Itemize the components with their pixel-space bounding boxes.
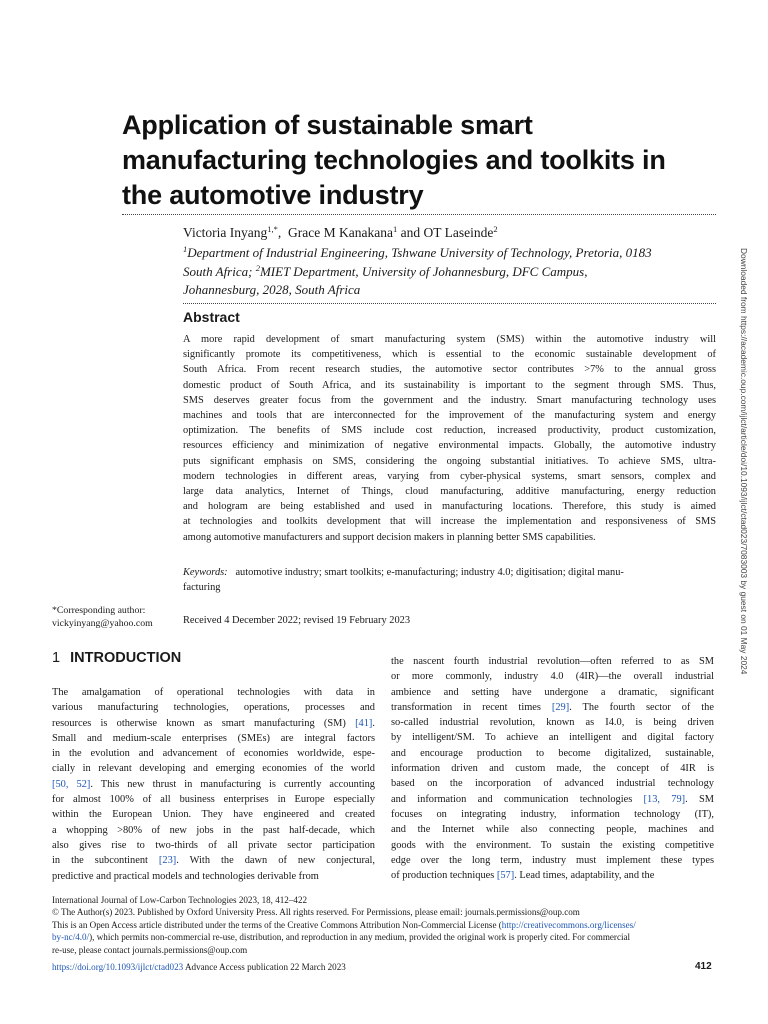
body-line — [391, 792, 714, 807]
page-number: 412 — [695, 961, 712, 972]
abstract-line: at technologies and toolkits development that will increase the implementation and responsiveness of SMS — [183, 516, 716, 528]
abstract-line: large data analytics, Internet of Things, cloud manufacturing, additive manufacturing, energy reduction — [183, 486, 716, 498]
corresponding-author — [52, 604, 153, 630]
publication-note: Advance Access publication 22 March 2023 — [183, 962, 346, 972]
author-affiliation-marker: 1 — [393, 224, 398, 234]
title-line: manufacturing technologies and toolkits in — [122, 145, 666, 175]
body-line — [391, 868, 714, 883]
body-text: and information and communication technologies — [391, 793, 644, 805]
keywords-line: facturing — [183, 582, 221, 594]
license-text: This is an Open Access article distributed under the terms of the Creative Commons Attribution Non-Commercial License ( — [52, 919, 502, 930]
body-text: . — [372, 717, 375, 729]
license-line — [52, 919, 716, 931]
section-heading — [52, 650, 181, 666]
license-link[interactable]: by-nc/4.0/ — [52, 932, 90, 943]
abstract-heading: Abstract — [183, 309, 240, 325]
journal-citation: International Journal of Low-Carbon Technologies 2023, 18, 412–422 — [52, 895, 308, 905]
corresponding-author-email: vickyinyang@yahoo.com — [52, 618, 153, 629]
body-line — [52, 716, 375, 731]
body-text: transformation in recent times — [391, 701, 552, 713]
license-link[interactable]: http://creativecommons.org/licenses/ — [501, 919, 636, 930]
author-affiliation-marker: 2 — [493, 224, 498, 234]
body-line: and encourage production to become digitalized, sustainable, — [391, 747, 714, 759]
section-title: INTRODUCTION — [70, 650, 182, 666]
citation-link[interactable]: [50, 52] — [52, 778, 91, 790]
abstract-line: A more rapid development of smart manufacturing system (SMS) within the automotive industry will — [183, 334, 716, 345]
license-line: re-use, please contact journals.permissions@oup.com — [52, 944, 248, 955]
abstract-divider — [183, 303, 716, 304]
title-line: the automotive industry — [122, 180, 424, 210]
body-text: . Lead times, adaptability, and the — [514, 870, 655, 882]
affiliation-text: South Africa; — [183, 263, 256, 279]
page-footer — [52, 894, 716, 956]
body-line — [391, 700, 714, 715]
body-line: Small and medium-scale enterprises (SMEs) are integral factors — [52, 732, 375, 744]
body-line: cially in relevant developing and emerging economies of the world — [52, 763, 375, 775]
author-list: Victoria Inyang$^{1,*}$, Grace M Kanakana$^1$ and OT Laseinde$^2$ — [183, 224, 498, 240]
abstract-line: modern technologies in different areas, varying from cyber-physical systems, smart sensors, complex and — [183, 470, 716, 482]
affiliation-text: Department of Industrial Engineering, Tshwane University of Technology, Pretoria, 0183 — [187, 245, 652, 260]
body-line: by intelligent/SM. To achieve an intelligent and digital factory — [391, 732, 714, 744]
body-line: for almost 100% of all business enterprises in Europe especially — [52, 794, 375, 806]
citation-link[interactable]: [23] — [158, 855, 177, 867]
body-text: of production techniques — [391, 870, 497, 882]
title-divider — [122, 214, 716, 215]
body-column-right — [391, 654, 714, 883]
body-line: based on the incorporation of advanced industrial technology — [391, 778, 714, 790]
body-column-left — [52, 685, 375, 884]
body-line: goods with the environment. To sustain the existing competitive — [391, 839, 714, 851]
body-line — [52, 853, 375, 868]
body-text: resources is otherwise known as smart manufacturing (SM) — [52, 717, 356, 729]
abstract-line: South Africa. From recent research studies, the automotive sector contributes >7% to the annual gross — [183, 364, 716, 376]
abstract-line: SMS deserves greater focus from the government and the industry. Smart manufacturing technology uses — [183, 394, 716, 406]
license-text: ), which permits non-commercial re-use, distribution, and reproduction in any medium, provided the original work is properly cited. For commercial — [89, 932, 631, 943]
affiliation-line — [183, 263, 713, 282]
body-line: so-called industrial revolution, known as I4.0, is being driven — [391, 717, 714, 729]
body-line: in the evolution and advancement of economies worldwide, espe- — [52, 748, 375, 760]
citation-link[interactable]: [57] — [496, 870, 515, 882]
citation-link[interactable]: [13, 79] — [643, 793, 686, 805]
received-dates: Received 4 December 2022; revised 19 February 2023 — [183, 615, 411, 626]
body-text: . This new thrust in manufacturing is currently accounting — [90, 778, 375, 790]
abstract-line: and hologram are being established and used in manufacturing locations. Therefore, this study is aimed — [183, 501, 716, 513]
body-text: in the subcontinent — [52, 855, 159, 867]
body-line: focuses on integrating industry, information technology (IT), — [391, 808, 714, 820]
author-affiliation-marker: 1,* — [267, 224, 278, 234]
keywords-line — [183, 565, 716, 580]
body-line: and the Internet while also connecting people, machines and — [391, 824, 714, 836]
body-line: information driven and custom made, the concept of 4IR is — [391, 763, 714, 775]
download-notice: Downloaded from https://academic.oup.com/ijlct/article/doi/10.1093/ijlct/ctad023/7083003 by guest on 01 May 2024 — [739, 248, 749, 675]
body-line — [52, 777, 375, 792]
license-line — [52, 931, 716, 943]
body-line: a whopping >80% of new jobs in the past half-decade, which — [52, 824, 375, 836]
body-line: within the European Union. They have engineered and created — [52, 809, 375, 821]
author-name: OT Laseinde — [423, 225, 494, 240]
keywords-text: automotive industry; smart toolkits; e-manufacturing; industry 4.0; digitisation; digital manu- — [235, 567, 624, 578]
keywords — [183, 565, 716, 595]
abstract-line: significantly promote its competitiveness, which is essential to the economic sustainable development of — [183, 349, 716, 361]
abstract-line: resources efficiency and minimization of negative environmental impacts. Globally, the automotive industry — [183, 440, 716, 452]
title-line: Application of sustainable smart — [122, 110, 533, 140]
body-line: edge over the long term, industry must implement these types — [391, 854, 714, 866]
abstract-body — [183, 332, 716, 545]
article-title — [122, 108, 722, 213]
affiliation-line — [183, 244, 713, 263]
affiliation-line: Johannesburg, 2028, South Africa — [183, 282, 361, 297]
author-name: Grace M Kanakana — [288, 225, 393, 240]
body-line: predictive and practical models and technologies derivable from — [52, 870, 319, 882]
doi-link[interactable]: https://doi.org/10.1093/ijlct/ctad023 — [52, 962, 184, 972]
affiliation-marker: 1 — [183, 244, 188, 254]
keywords-label: Keywords: — [183, 567, 228, 578]
abstract-line: optimization. The benefits of SMS include cost reduction, increased productivity, product customization, — [183, 425, 716, 437]
author-name: Victoria Inyang — [183, 225, 268, 240]
abstract-line: among automotive manufacturers and support decision makers in planning better SMS capabilities. — [183, 531, 596, 543]
abstract-line: puts significant emphasis on SMS, considering the ongoing substantial initiatives. To achieve SMS, ultra- — [183, 455, 716, 467]
body-text: . SM — [685, 793, 715, 805]
body-line: the nascent fourth industrial revolution—often referred to as SM — [391, 656, 714, 667]
affiliation-marker: 2 — [255, 262, 260, 273]
abstract-line: machines and tools that are interconnected for the improvement of the manufacturing system and energy — [183, 410, 716, 422]
citation-link[interactable]: [41] — [355, 717, 373, 729]
affiliations — [183, 244, 713, 300]
body-line: various manufacturing technologies, operations, processes and — [52, 702, 375, 714]
body-line: or more commonly, industry 4.0 (4IR)—the overall industrial — [391, 671, 714, 683]
doi-line — [52, 962, 346, 972]
corresponding-author-label: *Corresponding author: — [52, 605, 146, 616]
author-conjunction: and — [400, 225, 421, 240]
body-line: also gives rise to two-thirds of all private sector participation — [52, 839, 375, 851]
body-line: ambience and setting have undergone a dramatic, significant — [391, 686, 714, 698]
body-text: . With the dawn of new conjectural, — [176, 855, 375, 867]
affiliation-text: MIET Department, University of Johannesburg, DFC Campus, — [259, 263, 588, 279]
citation-link[interactable]: [29] — [551, 701, 570, 713]
section-number: 1 — [52, 650, 61, 666]
abstract-line: domestic product of South Africa, and its sustainability is important to the segment through SMS. Thus, — [183, 379, 716, 391]
body-text: . The fourth sector of the — [569, 701, 714, 713]
copyright-notice: © The Author(s) 2023. Published by Oxford University Press. All rights reserved. For Permissions, please email: journals.permissions@oup.com — [52, 907, 580, 918]
download-notice-wrapper — [735, 248, 749, 773]
body-line: The amalgamation of operational technologies with data in — [52, 687, 375, 698]
